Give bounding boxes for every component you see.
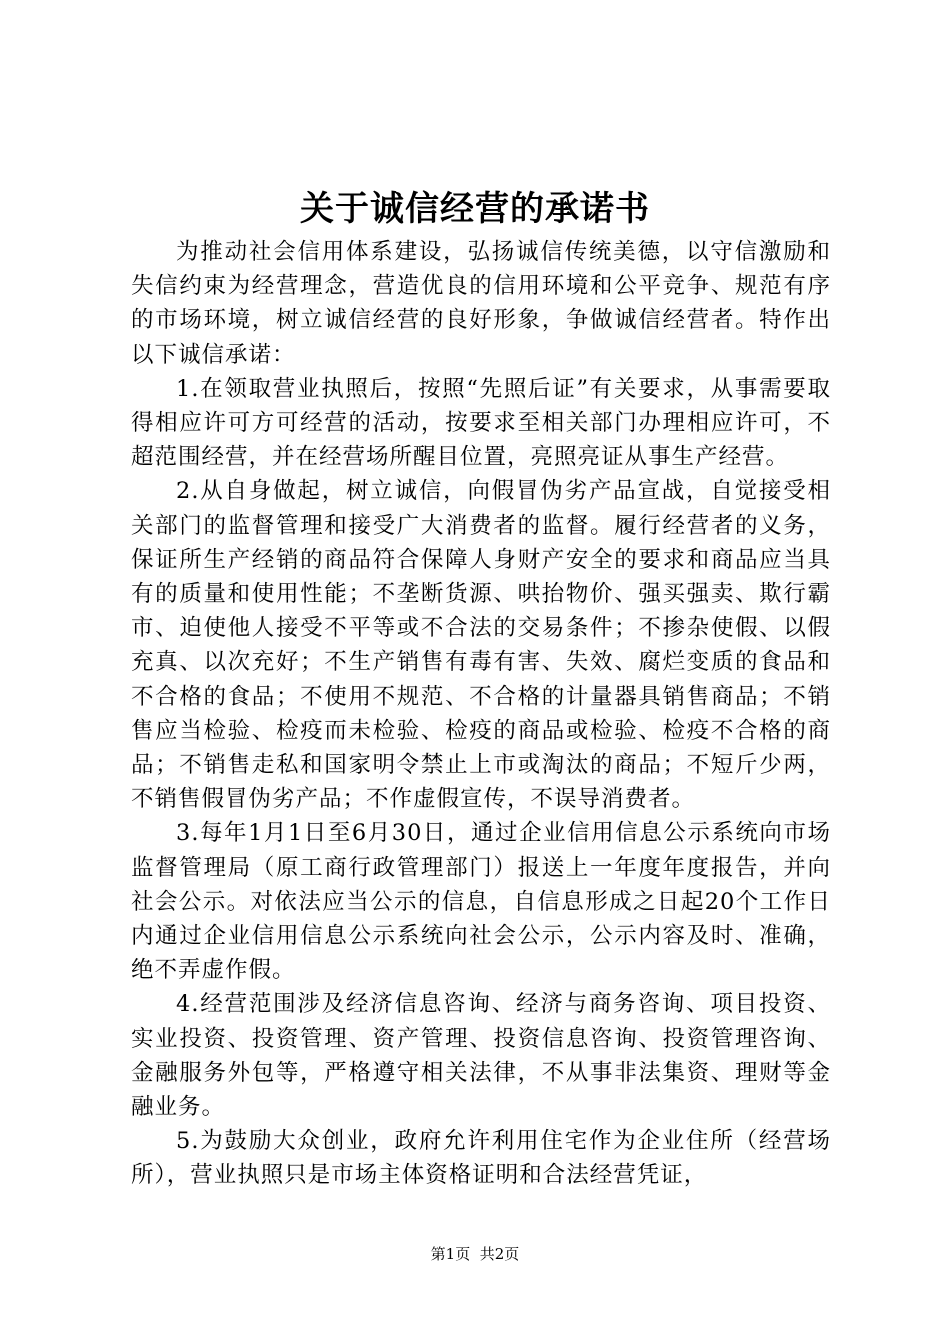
page-total: 共2页 (479, 1245, 520, 1263)
page-number: 第1页 (430, 1245, 471, 1263)
commitment-item-3: 3.每年1月1日至6月30日，通过企业信用信息公示系统向市场监督管理局（原工商行政管理部门）报送上一年度年度报告，并向社会公示。对依法应当公示的信息，自信息形成之日起20个工作日内通过企业信用信息公示系统向社会公示，公示内容及时、准确，绝不弄虚作假。 (131, 820, 831, 984)
commitment-item-2: 2.从自身做起，树立诚信，向假冒伪劣产品宣战，自觉接受相关部门的监督管理和接受广大消费者的监督。履行经营者的义务，保证所生产经销的商品符合保障人身财产安全的要求和商品应当具有的质量和使用性能；不垄断货源、哄抬物价、强买强卖、欺行霸市、迫使他人接受不平等或不合法的交易条件；不掺杂使假、以假充真、以次充好；不生产销售有毒有害、失效、腐烂变质的食品和不合格的食品；不使用不规范、不合格的计量器具销售商品；不销售应当检验、检疫而未检验、检疫的商品或检验、检疫不合格的商品；不销售走私和国家明令禁止上市或淘汰的商品；不短斤少两，不销售假冒伪劣产品；不作虚假宣传，不误导消费者。 (131, 478, 831, 813)
intro-paragraph: 为推动社会信用体系建设，弘扬诚信传统美德，以守信激励和失信约束为经营理念，营造优良的信用环境和公平竞争、规范有序的市场环境，树立诚信经营的良好形象，争做诚信经营者。特作出以下诚信承诺： (131, 239, 831, 368)
page-footer (0, 1244, 950, 1264)
commitment-item-1: 1.在领取营业执照后，按照“先照后证”有关要求，从事需要取得相应许可方可经营的活动，按要求至相关部门办理相应许可，不超范围经营，并在经营场所醒目位置，亮照亮证从事生产经营。 (131, 375, 831, 471)
commitment-item-5: 5.为鼓励大众创业，政府允许利用住宅作为企业住所（经营场所），营业执照只是市场主体资格证明和合法经营凭证， (131, 1128, 831, 1189)
document-title: 关于诚信经营的承诺书 (300, 189, 650, 229)
commitment-item-4: 4.经营范围涉及经济信息咨询、经济与商务咨询、项目投资、实业投资、投资管理、资产管理、投资信息咨询、投资管理咨询、金融服务外包等，严格遵守相关法律，不从事非法集资、理财等金融业务。 (131, 991, 831, 1121)
document-body (131, 235, 831, 1193)
